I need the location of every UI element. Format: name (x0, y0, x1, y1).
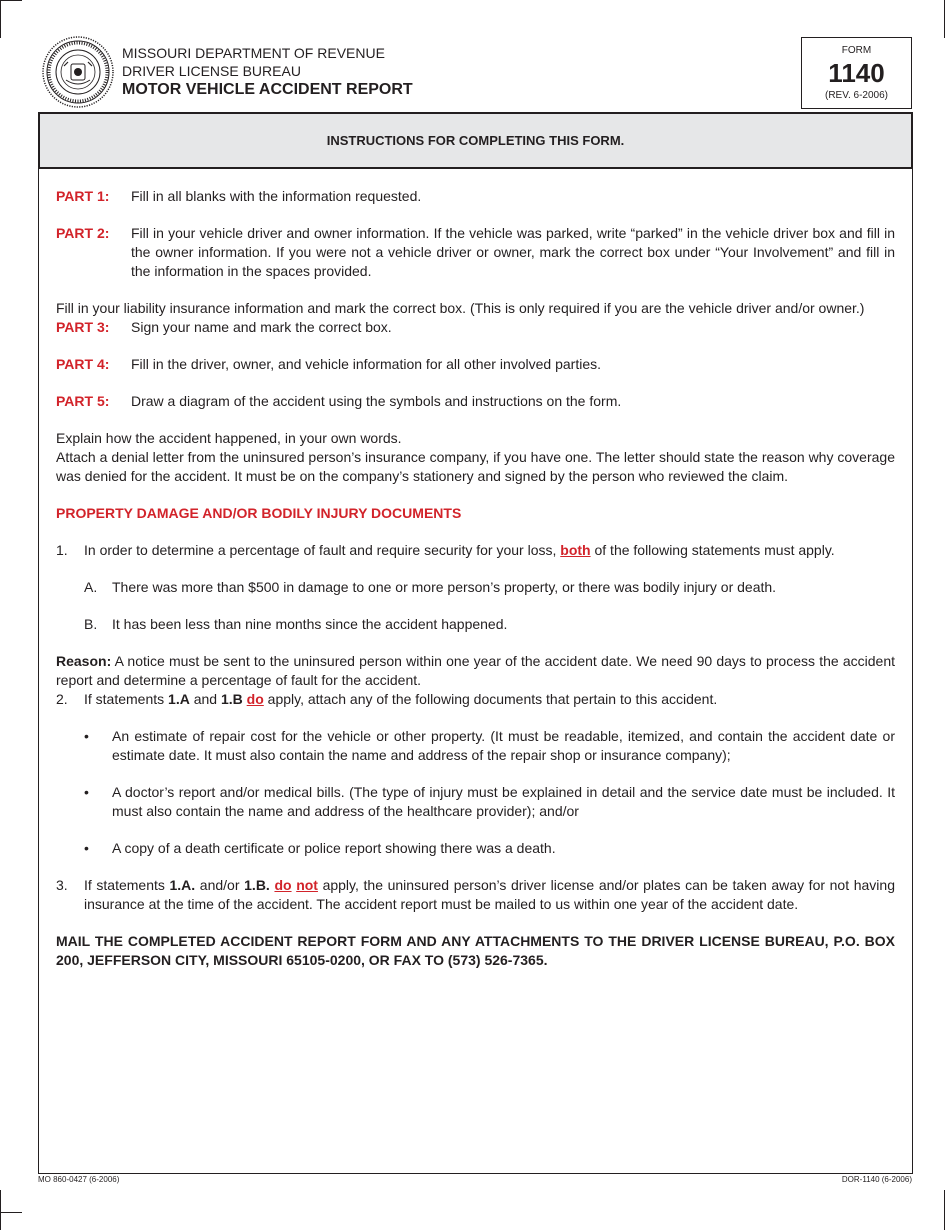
crop-mark (944, 1190, 945, 1230)
list-number: 2. (56, 691, 68, 707)
list-text (84, 876, 895, 914)
agency-header (122, 44, 413, 100)
crop-mark (0, 1212, 22, 1213)
instructions-body (56, 187, 895, 970)
bullet-icon: • (84, 840, 89, 856)
text-run-bold: 1.B. (244, 877, 270, 893)
part-text: Fill in your vehicle driver and owner information. If the vehicle was parked, write “parked” in the vehicle driver box and fill in the owner information. If you were not a vehicle driver or owner, mark the correct box under “Your Involvement” and fill in the information in the spaces provided. (131, 225, 895, 279)
part-text: Draw a diagram of the accident using the symbols and instructions on the form. (131, 393, 622, 409)
text-run-bold: 1.A (168, 691, 190, 707)
crop-mark (0, 0, 1, 38)
part-5-extra: Explain how the accident happened, in your own words. (56, 430, 402, 446)
crop-mark (944, 0, 945, 38)
list-text (84, 690, 895, 709)
form-number: 1140 (828, 58, 885, 88)
part-label: PART 4: (56, 356, 110, 372)
part-text: Fill in all blanks with the information requested. (131, 188, 422, 204)
bullet-text: A doctor’s report and/or medical bills. (The type of injury must be explained in detail and the service date must be included. It must also contain the name and address of the healthcare provider); and/or (112, 784, 895, 819)
list-item-1b (84, 615, 895, 634)
list-item-1a (84, 578, 895, 597)
list-text: There was more than $500 in damage to one or more person’s property, or there was bodily injury or death. (112, 579, 777, 595)
list-item-1 (56, 541, 895, 560)
text-run: apply, attach any of the following documents that pertain to this accident. (263, 691, 718, 707)
bureau-name: DRIVER LICENSE BUREAU (122, 63, 301, 79)
bullet-item (84, 783, 895, 821)
reason-note (56, 652, 895, 690)
denial-letter-paragraph: Attach a denial letter from the uninsured person’s insurance company, if you have one. The letter should state the reason why coverage was denied for the accident. It must be on the company’s stationery and signed by the person who reviewed the claim. (56, 449, 895, 484)
list-item-2 (56, 690, 895, 709)
part-2 (56, 224, 895, 281)
emphasis-do: do (274, 877, 292, 893)
reason-text: A notice must be sent to the uninsured person within one year of the accident date. We need 90 days to process the accident report and determine a percentage of fault for the accident. (56, 653, 895, 688)
crop-mark (0, 1190, 1, 1230)
crop-mark (0, 0, 22, 1)
instructions-title: INSTRUCTIONS FOR COMPLETING THIS FORM. (326, 133, 625, 148)
agency-name: MISSOURI DEPARTMENT OF REVENUE (122, 45, 385, 61)
list-text (84, 541, 895, 560)
bullet-icon: • (84, 784, 89, 800)
part-text: Fill in the driver, owner, and vehicle information for all other involved parties. (131, 356, 602, 372)
text-run: and (189, 691, 221, 707)
list-number: 1. (56, 542, 68, 558)
text-run: If statements (84, 691, 169, 707)
part-label: PART 1: (56, 188, 110, 204)
list-text: It has been less than nine months since the accident happened. (112, 616, 508, 632)
emphasis-not: not (296, 877, 318, 893)
part-label: PART 3: (56, 319, 110, 335)
part-2-extra: Fill in your liability insurance information and mark the correct box. (This is only required if you are the vehicle driver and/or owner.) (56, 300, 865, 316)
part-1 (56, 187, 895, 206)
footer-left-code: MO 860-0427 (6-2006) (38, 1175, 120, 1184)
list-item-3 (56, 876, 895, 914)
text-run: In order to determine a percentage of fault and require security for your loss, (84, 542, 561, 558)
mail-instructions: MAIL THE COMPLETED ACCIDENT REPORT FORM AND ANY ATTACHMENTS TO THE DRIVER LICENSE BUREAU, P.O. BOX 200, JEFFERSON CITY, MISSOURI 65105-0200, OR FAX TO (573) 526-7365. (56, 933, 895, 968)
part-5 (56, 392, 895, 411)
bullet-text: A copy of a death certificate or police report showing there was a death. (112, 840, 556, 856)
bullet-text: An estimate of repair cost for the vehicle or other property. (It must be readable, itemized, and contain the accident date or estimate date. It must also contain the name and address of the repair shop or insurance company); (112, 728, 895, 763)
text-run: apply, the uninsured person’s driver license and/or plates can be taken away for not having insurance at the time of the accident. The accident report must be mailed to us within one year of the accident date. (84, 877, 895, 912)
bullet-item (84, 839, 895, 858)
section-heading: PROPERTY DAMAGE AND/OR BODILY INJURY DOCUMENTS (56, 505, 462, 521)
part-3 (56, 318, 895, 337)
list-letter: A. (84, 579, 98, 595)
part-label: PART 2: (56, 225, 110, 241)
part-label: PART 5: (56, 393, 110, 409)
text-run-bold: 1.A. (169, 877, 196, 893)
text-run: of the following statements must apply. (590, 542, 835, 558)
list-number: 3. (56, 877, 68, 893)
form-revision: (REV. 6-2006) (825, 90, 888, 101)
reason-label: Reason: (56, 653, 112, 669)
list-letter: B. (84, 616, 98, 632)
text-run: If statements (84, 877, 170, 893)
emphasis-do: do (246, 691, 264, 707)
form-label: FORM (841, 45, 872, 56)
state-seal-icon (42, 36, 114, 108)
form-title: MOTOR VEHICLE ACCIDENT REPORT (122, 81, 413, 98)
footer-right-code: DOR-1140 (6-2006) (841, 1175, 912, 1184)
form-number-box (801, 37, 912, 109)
bullet-icon: • (84, 728, 89, 744)
part-4 (56, 355, 895, 374)
bullet-item (84, 727, 895, 765)
text-run: and/or (195, 877, 245, 893)
emphasis-both: both (560, 542, 591, 558)
part-text: Sign your name and mark the correct box. (131, 319, 392, 335)
text-run-bold: 1.B (220, 691, 243, 707)
instructions-title-bar (38, 112, 913, 169)
